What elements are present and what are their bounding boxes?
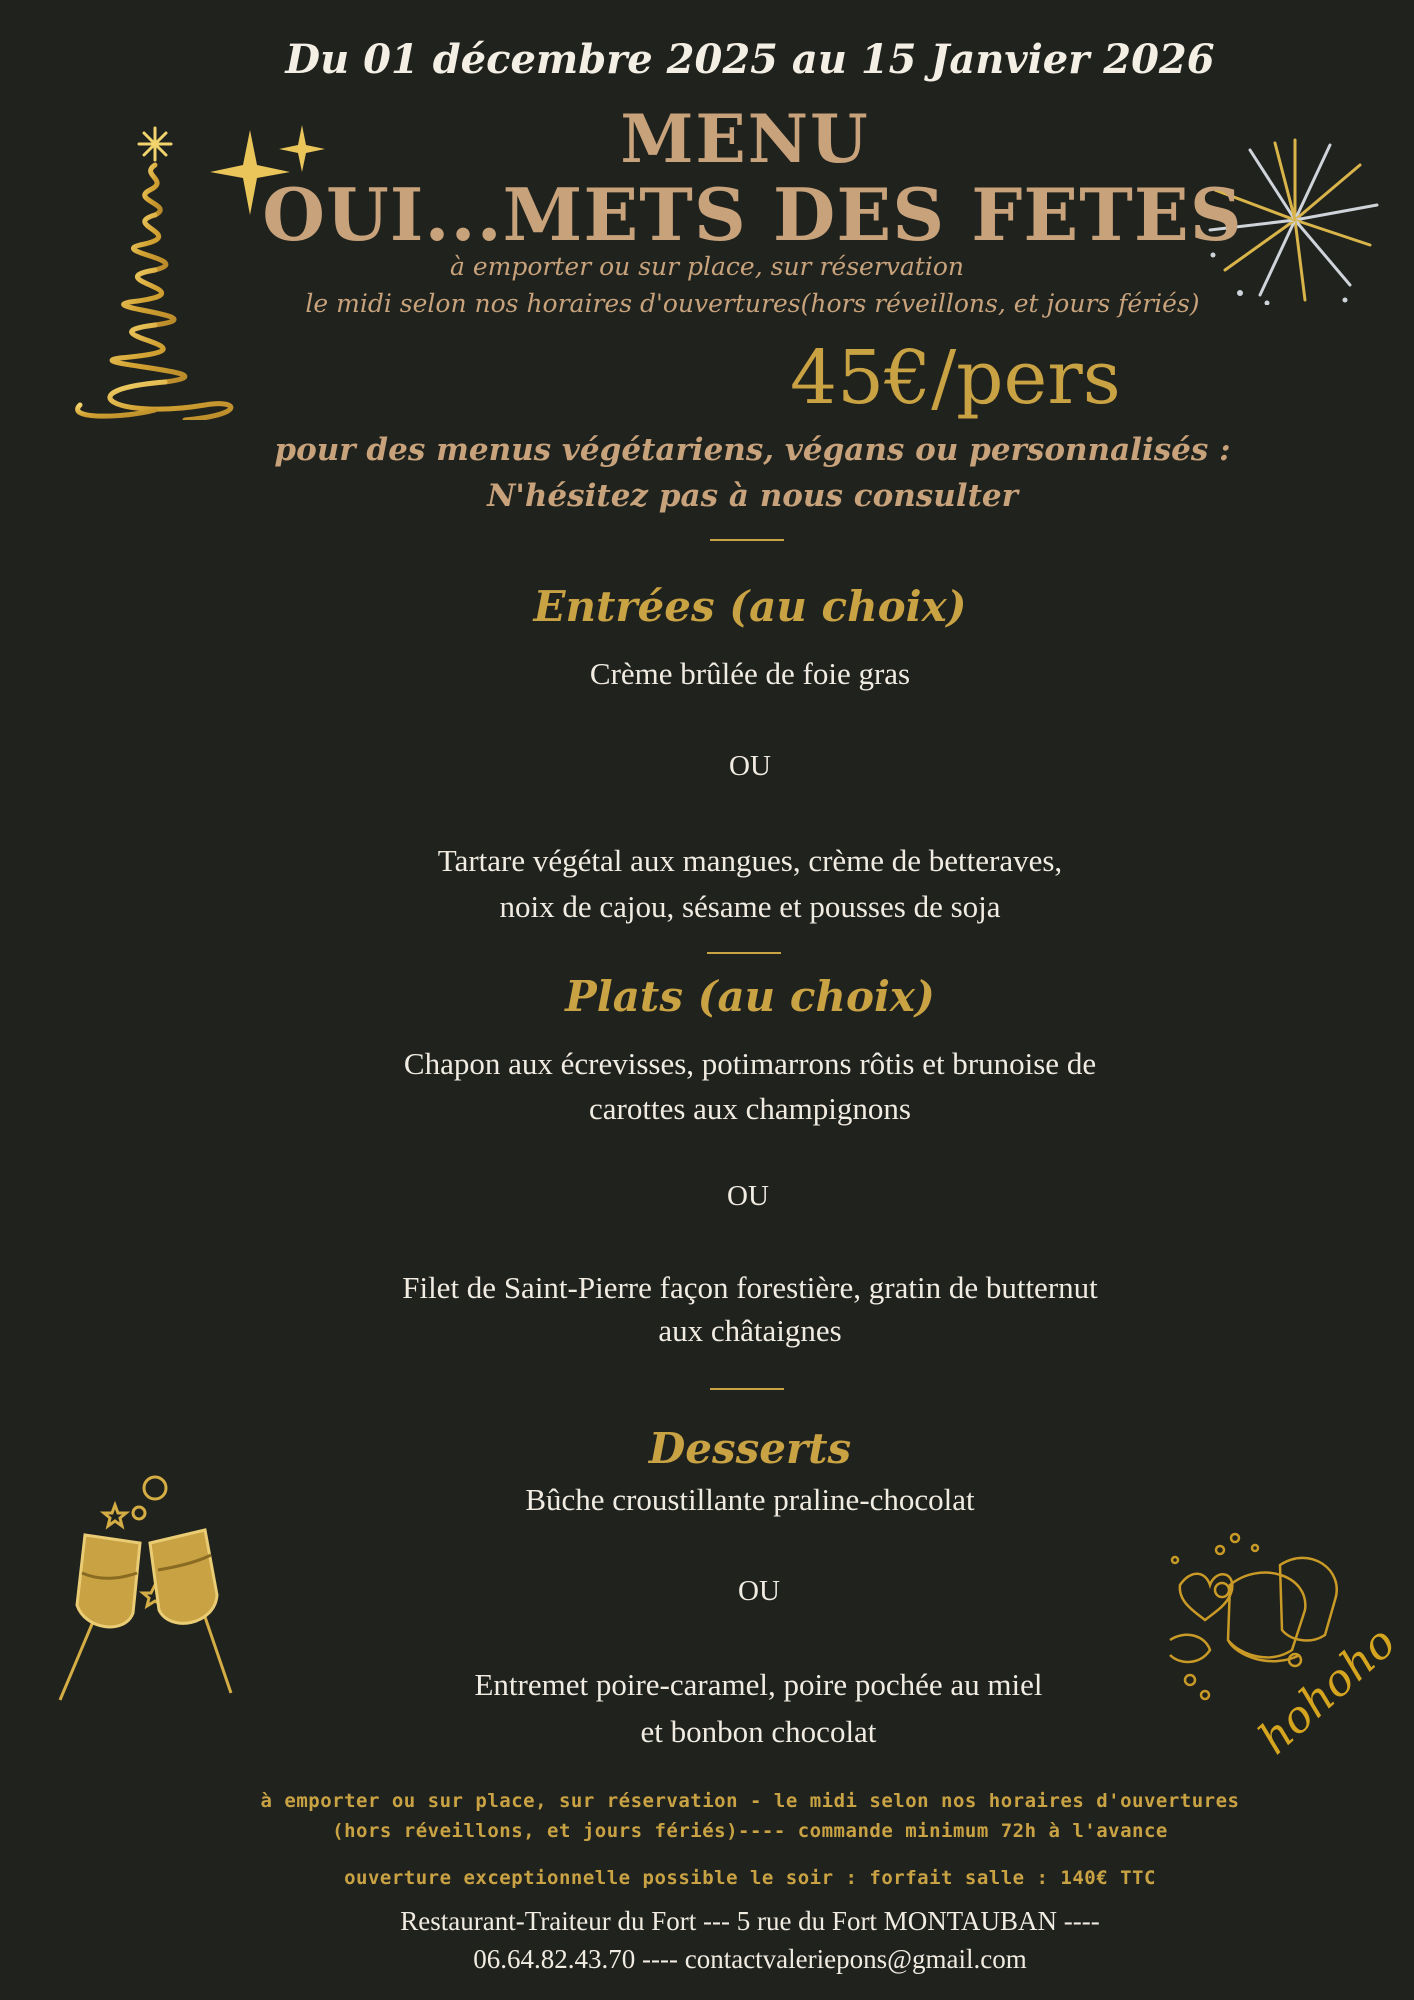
plats-title: Plats (au choix) (565, 972, 935, 1021)
subtitle-line-2: le midi selon nos horaires d'ouvertures(hors réveillons, et jours fériés) (305, 289, 1200, 318)
divider (710, 539, 784, 541)
menu-heading: MENU (620, 100, 870, 178)
subtitle-line-1: à emporter ou sur place, sur réservation (450, 252, 964, 281)
plat-option-1-line-1: Chapon aux écrevisses, potimarrons rôtis et brunoise de (403, 1046, 1097, 1081)
date-range: Du 01 décembre 2025 au 15 Janvier 2026 (285, 36, 1215, 83)
divider (710, 1388, 784, 1390)
dessert-option-2-line-1: Entremet poire-caramel, poire pochée au miel (474, 1667, 1043, 1702)
entree-option-1: Crème brûlée de foie gras (589, 656, 911, 691)
hohoho-text: hohoho (1249, 1616, 1406, 1765)
plat-option-2-line-2: aux châtaignes (658, 1313, 842, 1348)
entrees-title: Entrées (au choix) (533, 582, 967, 631)
desserts-or: OU (738, 1575, 780, 1607)
info-line-1: à emporter ou sur place, sur réservation - le midi selon nos horaires d'ouvertures (260, 1790, 1240, 1812)
plat-option-2-line-1: Filet de Saint-Pierre façon forestière, gratin de butternut (402, 1270, 1098, 1305)
info-line-2: (hors réveillons, et jours fériés)---- commande minimum 72h à l'avance (332, 1820, 1168, 1842)
dessert-option-2-line-2: et bonbon chocolat (640, 1714, 877, 1749)
dessert-option-1: Bûche croustillante praline-chocolat (525, 1482, 975, 1517)
footer-address: Restaurant-Traiteur du Fort --- 5 rue du Fort MONTAUBAN ---- (400, 1906, 1100, 1936)
price: 45€/pers (790, 335, 1121, 421)
entree-option-2-line-2: noix de cajou, sésame et pousses de soja (499, 889, 1001, 924)
entree-option-2-line-1: Tartare végétal aux mangues, crème de betteraves, (437, 843, 1063, 878)
divider (707, 952, 781, 954)
plats-or: OU (727, 1180, 769, 1212)
footer-contact: 06.64.82.43.70 ---- contactvaleriepons@gmail.com (473, 1944, 1027, 1974)
consult-line-1: pour des menus végétariens, végans ou personnalisés : (274, 432, 1231, 468)
entrees-or: OU (729, 750, 771, 782)
desserts-title: Desserts (648, 1424, 852, 1473)
menu-title: OUI...METS DES FETES (262, 172, 1243, 257)
info-line-3: ouverture exceptionnelle possible le soir : forfait salle : 140€ TTC (344, 1867, 1156, 1889)
plat-option-1-line-2: carottes aux champignons (589, 1091, 911, 1126)
champagne-glasses-icon (55, 1475, 235, 1715)
consult-line-2: N'hésitez pas à nous consulter (487, 478, 1018, 514)
